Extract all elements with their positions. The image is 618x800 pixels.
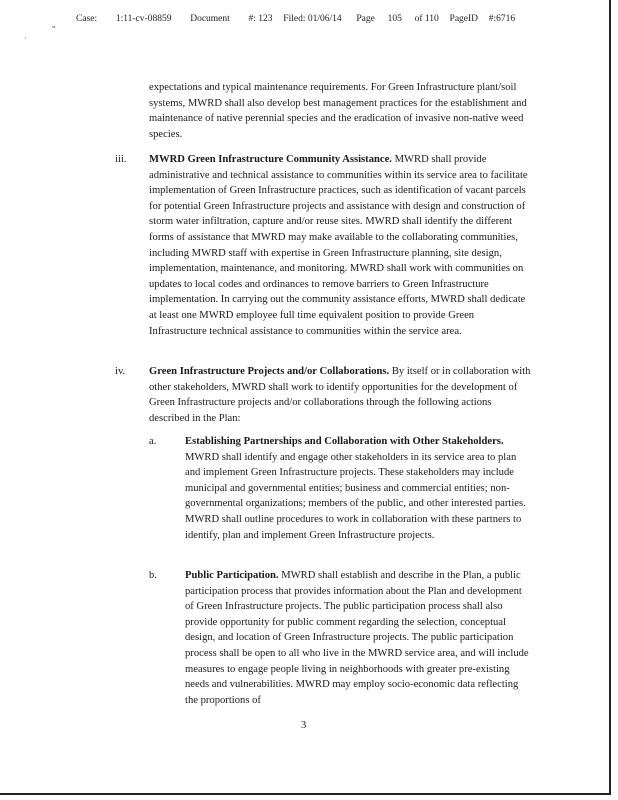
item-number: iii.	[115, 154, 127, 165]
filed-date: Filed: 01/06/14	[283, 14, 342, 24]
subitem-body: MWRD shall establish and describe in the Plan, a public participation process that provides information about the Plan and development of Green Infrastructure projects. The public participation process shall also provide opportunity for public comment regarding the selection, conceptual design, and location of Green Infrastructure projects. The public participation process shall be open to all who live in the MWRD service area, and will include measures to engage people living in neighborhoods with greater pre-existing needs and vulnerabilities. MWRD may employ socio-economic data reflecting the proportions of	[185, 570, 529, 706]
subitem-letter: b.	[149, 570, 157, 581]
subitem-heading: Establishing Partnerships and Collaboration with Other Stakeholders.	[185, 436, 504, 447]
item-paragraph	[149, 152, 533, 339]
item-body: By itself or in collaboration with other stakeholders, MWRD shall work to identify opportunities for the development of Green Infrastructure projects and/or collaborations through the following actions described in the Plan:	[149, 366, 531, 424]
case-number: 1:11-cv-08859	[115, 14, 172, 24]
scan-speck: „	[52, 20, 56, 29]
subitem-paragraph	[185, 434, 533, 543]
page-total: of 110	[414, 14, 439, 24]
page-number: 105	[387, 14, 402, 24]
item-heading: MWRD Green Infrastructure Community Assistance.	[149, 154, 392, 165]
subitem-heading: Public Participation.	[185, 570, 279, 581]
court-filing-header	[76, 14, 515, 24]
document-number: #: 123	[248, 14, 273, 24]
intro-paragraph: expectations and typical maintenance requirements. For Green Infrastructure plant/soil systems, MWRD shall also develop best management practices for the establishment and maintenance of native perennial species and the eradication of invasive non-native weed species.	[149, 82, 527, 140]
case-label: Case:	[76, 14, 98, 24]
pageid-label: PageID	[449, 14, 479, 24]
scan-speck: ·	[24, 34, 27, 43]
item-body: MWRD shall provide administrative and technical assistance to communities within its service area to facilitate implementation of Green Infrastructure practices, such as identification of vacant parcels for potential Green Infrastructure projects and assistance with design and construction of storm water infiltration, capture and/or reuse sites. MWRD shall identify the different forms of assistance that MWRD may make available to the collaborating communities, including MWRD staff with expertise in Green Infrastructure planning, site design, implementation, maintenance, and monitoring. MWRD shall work with communities on updates to local codes and ordinances to remove barriers to Green Infrastructure implementation. In carrying out the community assistance efforts, MWRD shall dedicate at least one MWRD employee full time equivalent position to provide Green Infrastructure technical assistance to communities within the service area.	[149, 154, 528, 337]
item-heading: Green Infrastructure Projects and/or Collaborations.	[149, 366, 390, 377]
subitem-body: MWRD shall identify and engage other stakeholders in its service area to plan and implement Green Infrastructure projects. These stakeholders may include municipal and governmental entities; business and commercial entities; non-governmental organizations; members of the public, and other interested parties. MWRD shall outline procedures to work in collaboration with these partners to identify, plan and implement Green Infrastructure projects.	[185, 451, 526, 541]
item-paragraph	[149, 364, 533, 426]
subitem-letter: a.	[149, 436, 157, 447]
document-label: Document	[190, 14, 230, 24]
item-number: iv.	[115, 366, 126, 377]
page-footer-number: 3	[301, 720, 307, 731]
page-label: Page	[356, 14, 375, 24]
subitem-paragraph	[185, 568, 533, 708]
pageid-number: #:6716	[488, 14, 516, 24]
